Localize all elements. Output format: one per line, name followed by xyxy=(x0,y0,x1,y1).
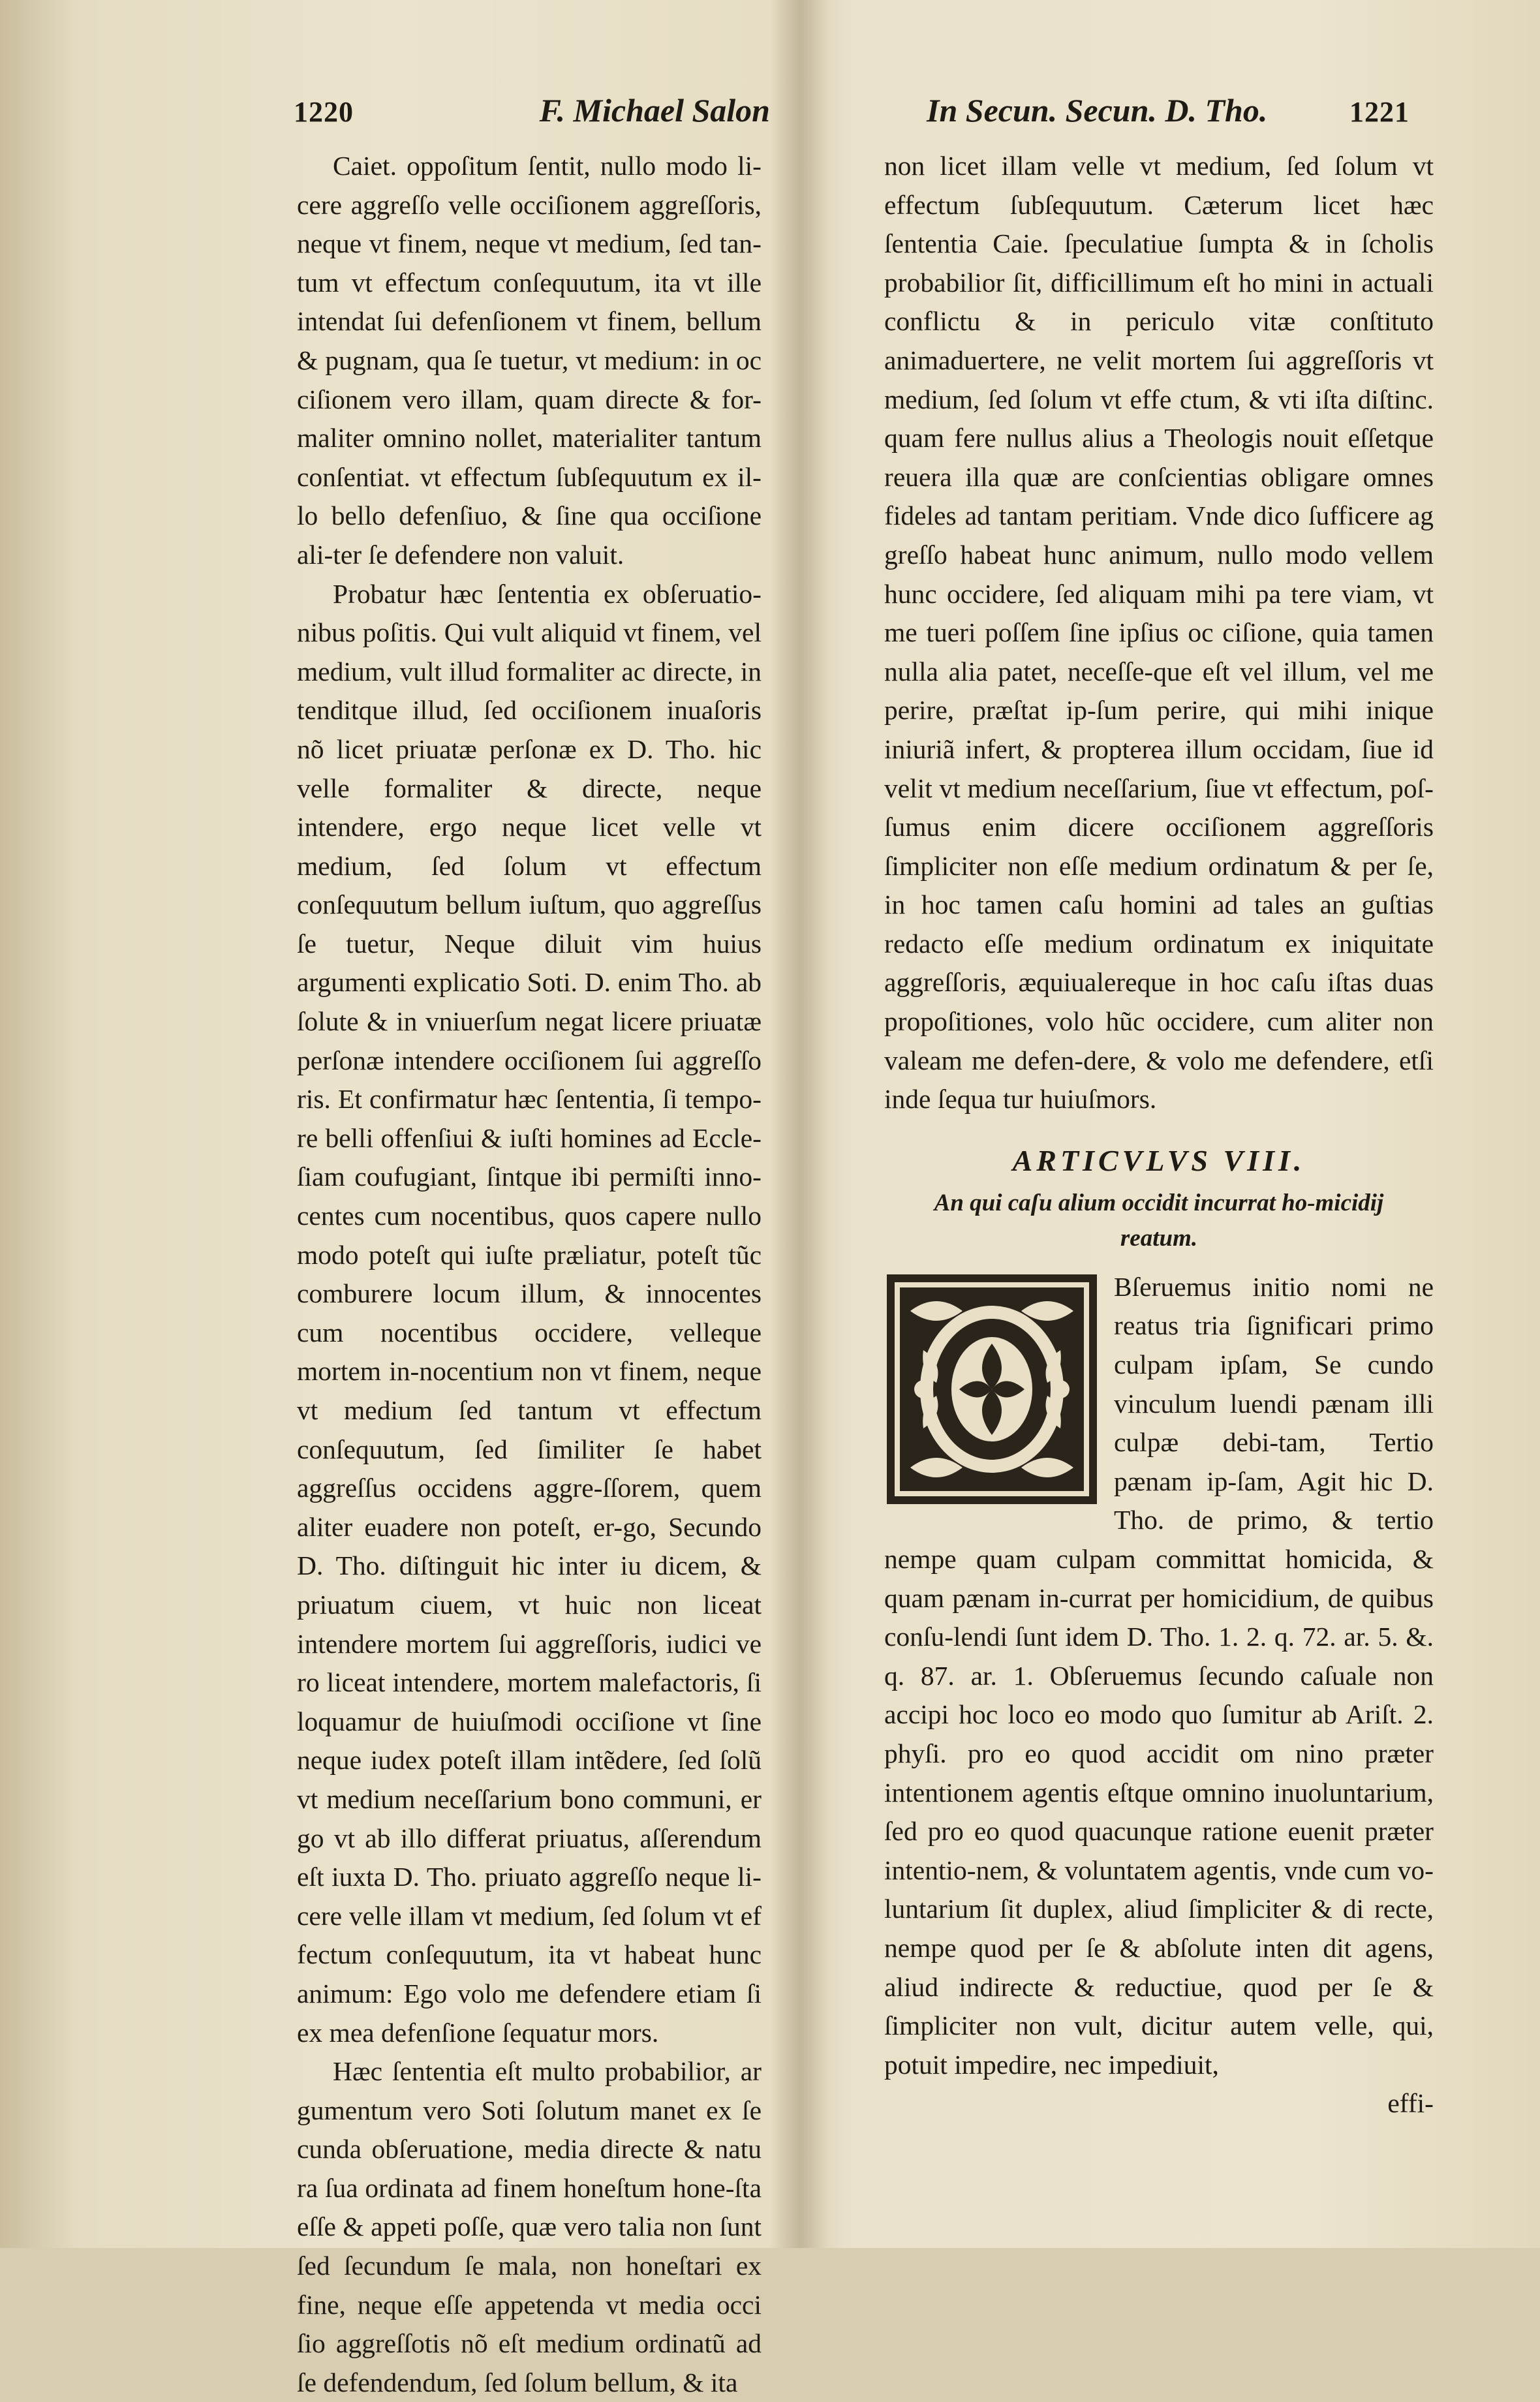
text-paragraph: Caiet. oppoſitum ſentit, nullo modo li-cere aggreſſo velle occiſionem aggreſſoris, neque vt finem, neque vt medium, ſed tan-tum vt effectum conſequutum, ita vt ille intendat ſui defenſionem vt finem, bellum & pugnam, qua ſe tuetur, vt medium: in oc ciſionem vero illam, quam directe & for-maliter omnino nollet, materialiter tantum conſentiat. vt effectum ſubſequutum ex il-lo bello defenſiuo, & ſine qua occiſione ali-ter ſe defendere non valuit. xyxy=(297,151,762,570)
text-paragraph: non licet illam velle vt medium, ſed ſolum vt effectum ſubſequutum. Cæterum licet hæc ſententia Caie. ſpeculatiue ſumpta & in ſcholis probabilior ſit, difficillimum eſt ho mini in actuali conflictu & in periculo vitæ conſtituto animaduertere, ne velit mortem ſui aggreſſoris vt medium, ſed ſolum vt effe ctum, & vti iſta diſtinc. quam fere nullus alius a Theologis nouit eſſetque reuera illa quæ are conſcientias obligare omnes fideles ad tantam peritiam. Vnde dico ſufficere ag greſſo habeat hunc animum, nullo modo vellem hunc occidere, ſed aliquam mihi pa tere viam, vt me tueri poſſem ſine ipſius oc ciſione, quia tamen nulla alia patet, neceſſe-que eſt vel illum, vel me perire, præſtat ip-ſum perire, qui mihi inique iniuriã infert, & propterea illum occidam, ſiue id velit vt medium neceſſarium, ſiue vt effectum, poſ-ſumus enim dicere occiſionem aggreſſoris ſimpliciter non eſſe medium ordinatum & per ſe, in hoc tamen caſu homini ad tales an guſtias redacto eſſe medium ordinatum ex iniquitate aggreſſoris, æquiualereque in hoc caſu iſtas duas propoſitiones, volo hũc occidere, cum aliter non valeam me defen-dere, & volo me defendere, etſi inde ſequa tur huiuſmors. xyxy=(884,151,1434,1115)
decorated-initial-o-icon xyxy=(884,1272,1100,1507)
text-paragraph: Probatur hæc ſententia ex obſeruatio-nibus poſitis. Qui vult aliquid vt finem, vel medium, vult illud formaliter ac directe, in tenditque illud, ſed occiſionem inuaſoris nõ licet priuatæ perſonæ ex D. Tho. hic velle formaliter & directe, neque intendere, ergo neque licet velle vt medium, ſed ſolum vt effectum conſequutum bellum iuſtum, quo aggreſſus ſe tuetur, Neque diluit vim huius argumenti explicatio Soti. D. enim Tho. ab ſolute & in vniuerſum negat licere priuatæ perſonæ intendere occiſionem ſui aggreſſo ris. Et confirmatur hæc ſententia, ſi tempo-re belli offenſiui & iuſti homines ad Eccle-ſiam coufugiant, ſintque ibi permiſti inno-centes cum nocentibus, quos capere nullo modo poteſt qui iuſte præliatur, poteſt tũc comburere locum illum, & innocentes cum nocentibus occidere, velleque mortem in-nocentium non vt finem, neque vt medium ſed tantum vt effectum conſequutum, ſed ſimiliter ſe habet aggreſſus occidens aggre-ſſorem, quem aliter euadere non poteſt, er-go, Secundo D. Tho. diſtinguit hic inter iu dicem, & priuatum ciuem, vt huic non liceat intendere mortem ſui aggreſſoris, iudici ve ro liceat intendere, mortem malefactoris, ſi loquamur de huiuſmodi occiſione vt ſine neque iudex poteſt illam intẽdere, ſed ſolũ vt medium neceſſarium bono communi, er go vt ab illo differat priuatus, aſſerendum eſt iuxta D. Tho. priuato aggreſſo neque li-cere velle illam vt medium, ſed ſolum vt ef fectum conſequutum, ita vt habeat hunc animum: Ego volo me defendere etiam ſi ex mea defenſione ſequatur mors. xyxy=(297,578,762,2048)
left-page-number: 1220 xyxy=(294,96,354,128)
left-running-head: F. Michael Salon xyxy=(539,92,770,129)
right-page-header xyxy=(927,91,1409,137)
right-page-number: 1221 xyxy=(1349,96,1409,128)
right-text-column xyxy=(884,147,1434,2123)
page-gutter xyxy=(770,0,829,2248)
article-heading: ARTICVLVS VIII. xyxy=(1012,1143,1306,1177)
left-text-column xyxy=(297,147,762,2402)
left-page-header xyxy=(294,91,770,137)
catchword: effi- xyxy=(1387,2088,1434,2119)
article-question: An qui caſu alium occidit incurrat ho-micidij reatum. xyxy=(934,1189,1384,1252)
text-paragraph: Bſeruemus initio nomi ne reatus tria ſignificari primo culpam ipſam, Se cundo vinculum luendi pænam illi culpæ debi-tam, Tertio pænam ip-ſam, Agit hic D. Tho. de primo, & tertio nempe quam culpam committat homicida, & quam pænam in-currat per homicidium, de quibus conſu-lendi ſunt idem D. Tho. 1. 2. q. 72. ar. 5. &. q. 87. ar. 1. Obſeruemus ſecundo caſuale non accipi hoc loco eo modo quo ſumitur ab Ariſt. 2. phyſi. pro eo quod accidit om nino præter intentionem agentis eſtque omnino inuoluntarium, ſed pro eo quod quacunque ratione euenit præter intentio-nem, & voluntatem agentis, vnde cum vo-luntarium ſit duplex, aliud ſimpliciter & di recte, nempe quod per ſe & abſolute inten dit agens, aliud indirecte & reductiue, quod per ſe & ſimpliciter non vult, dicitur autem velle, qui, potuit impedire, nec impediuit, xyxy=(884,1271,1434,2080)
right-running-head: In Secun. Secun. D. Tho. xyxy=(927,92,1268,129)
article-body xyxy=(884,1268,1434,2123)
text-paragraph: Hæc ſententia eſt multo probabilior, ar gumentum vero Soti ſolutum manet ex ſe cunda obſeruatione, media directe & natu ra ſua ordinata ad finem honeſtum hone-ſta eſſe & appeti poſſe, quæ vero talia non ſunt ſed ſecundum ſe mala, non honeſtari ex fine, neque eſſe appetenda vt media occi ſio aggreſſotis nõ eſt medium ordinatũ ad ſe defendendum, ſed ſolum bellum, & ita xyxy=(297,2056,762,2397)
